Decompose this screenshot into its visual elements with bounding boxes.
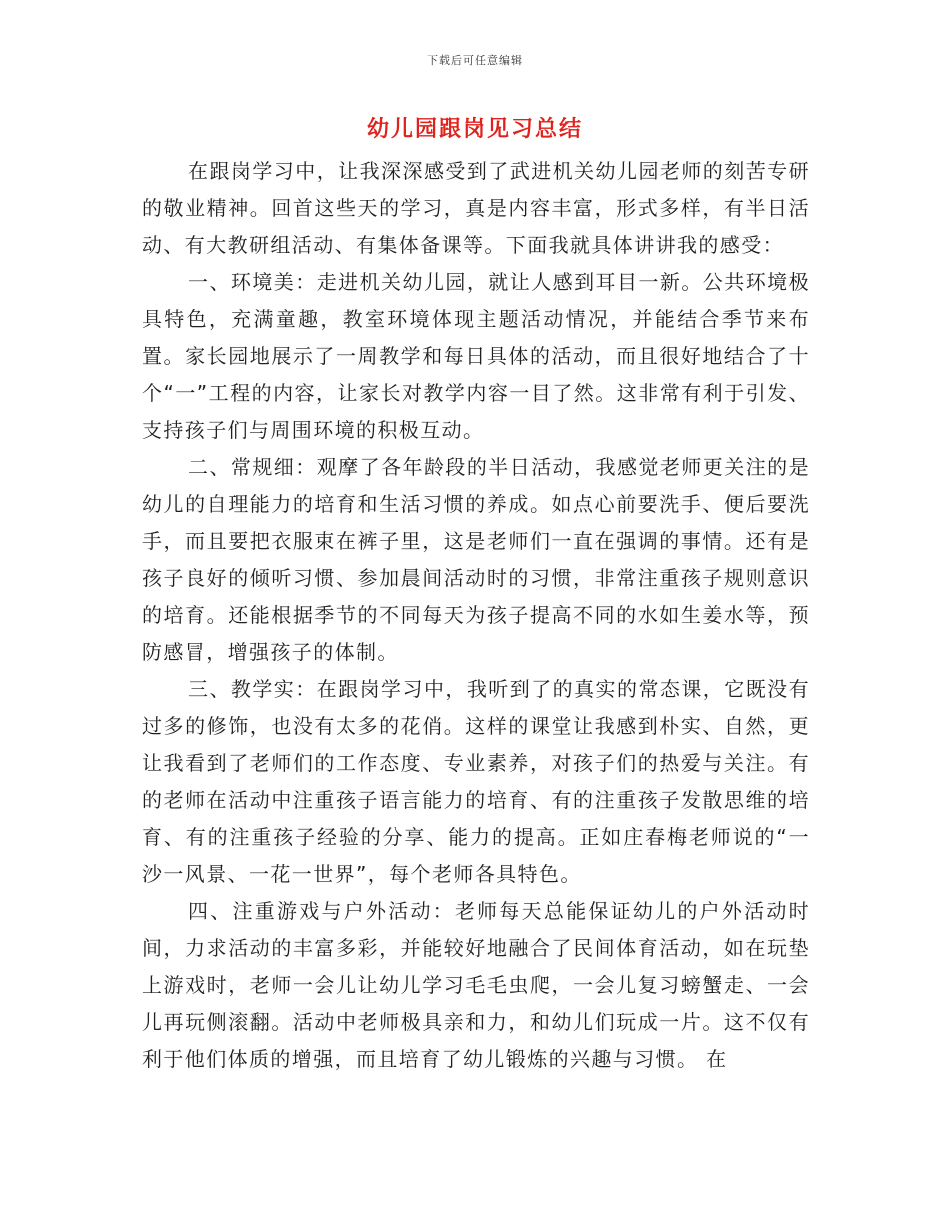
document-body (142, 153, 810, 1078)
paragraph-intro: 在跟岗学习中，让我深深感受到了武进机关幼儿园老师的刻苦专研的敬业精神。回首这些天的学习，真是内容丰富，形式多样，有半日活动、有大教研组活动、有集体备课等。下面我就具体讲讲我的感受： (142, 159, 810, 257)
paragraph-teaching: 三、教学实：在跟岗学习中，我听到了的真实的常态课，它既没有过多的修饰，也没有太多的花俏。这样的课堂让我感到朴实、自然，更让我看到了老师们的工作态度、专业素养，对孩子们的热爱与关注。有的老师在活动中注重孩子语言能力的培育、有的注重孩子发散思维的培育、有的注重孩子经验的分享、能力的提高。正如庄春梅老师说的“一沙一风景、一花一世界”，每个老师各具特色。 (142, 677, 810, 886)
paragraph-routine: 二、常规细：观摩了各年龄段的半日活动，我感觉老师更关注的是幼儿的自理能力的培育和生活习惯的养成。如点心前要洗手、便后要洗手，而且要把衣服束在裤子里，这是老师们一直在强调的事情。还有是孩子良好的倾听习惯、参加晨间活动时的习惯，非常注重孩子规则意识的培育。还能根据季节的不同每天为孩子提高不同的水如生姜水等，预防感冒，增强孩子的体制。 (142, 455, 810, 664)
header-note: 下载后可任意编辑 (427, 54, 523, 67)
document-title: 幼儿园跟岗见习总结 (366, 117, 583, 142)
paragraph-environment: 一、环境美：走进机关幼儿园，就让人感到耳目一新。公共环境极具特色，充满童趣，教室环境体现主题活动情况，并能结合季节来布置。家长园地展示了一周教学和每日具体的活动，而且很好地结合了十个“一”工程的内容，让家长对教学内容一目了然。这非常有利于引发、支持孩子们与周围环境的积极互动。 (142, 270, 810, 442)
paragraph-outdoor-games: 四、注重游戏与户外活动：老师每天总能保证幼儿的户外活动时间，力求活动的丰富多彩，并能较好地融合了民间体育活动，如在玩垫上游戏时，老师一会儿让幼儿学习毛毛虫爬，一会儿复习螃蟹走、一会儿再玩侧滚翻。活动中老师极具亲和力，和幼儿们玩成一片。这不仅有利于他们体质的增强，而且培育了幼儿锻炼的兴趣与习惯。 在 (142, 899, 810, 1071)
